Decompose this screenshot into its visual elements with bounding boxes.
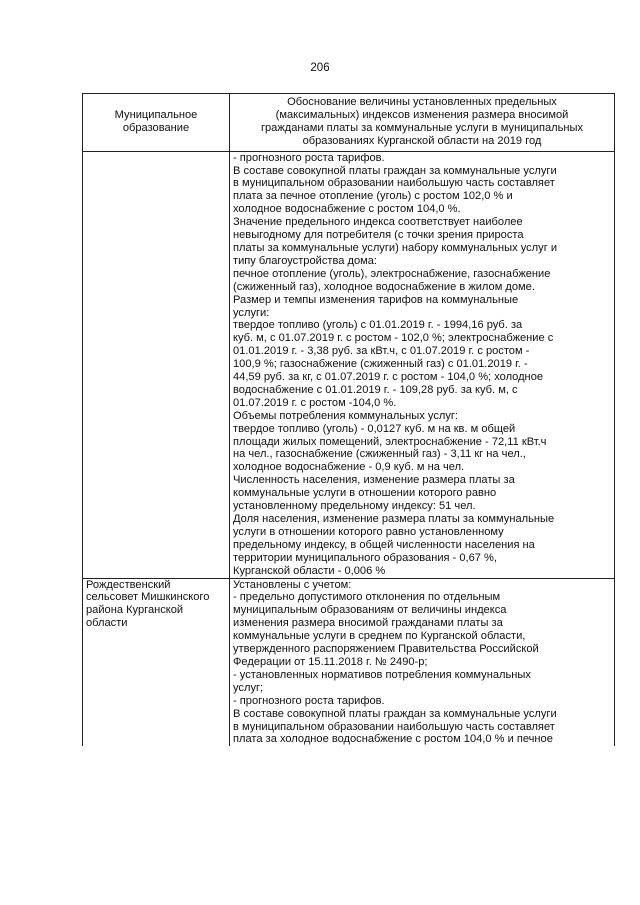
justification-text-line: коммунальные услуги в среднем по Курганской области,	[233, 630, 526, 643]
justification-text-line: - предельно допустимого отклонения по отдельным	[233, 591, 501, 604]
justification-text-line: услуг;	[233, 681, 264, 694]
justification-cell	[230, 578, 615, 746]
justification-text-line: печное отопление (уголь), электроснабжение, газоснабжение	[233, 267, 551, 280]
justification-text-line: изменения размера вносимой гражданами платы за	[233, 617, 503, 630]
justification-text-line: Размер и темпы изменения тарифов на коммунальные	[233, 293, 519, 306]
header-text-line: образованиях Курганской области на 2019 год	[302, 134, 542, 147]
municipality-text-line: сельсовет Мишкинского	[86, 591, 210, 604]
justification-text-line: утвержденного распоряжением Правительства Российской	[233, 643, 539, 656]
justification-text-line: территории муниципального образования - 0,67 %,	[233, 551, 498, 564]
justification-text-line: 100,9 %; газоснабжение (сжиженный газ) с 01.01.2019 г. -	[233, 358, 528, 371]
justification-text-line: услуги в отношении которого равно установленному	[233, 525, 504, 538]
justification-text-line: плата за холодное водоснабжение с ростом 104,0 % и печное	[233, 733, 553, 746]
justification-text-line: плата за печное отопление (уголь) с ростом 102,0 % и	[233, 190, 513, 203]
justification-text-line: 44,59 руб. за кг, с 01.07.2019 г. с ростом - 104,0 %; холодное	[233, 371, 544, 384]
justification-text-line: установленному предельному индексу: 51 чел.	[233, 500, 476, 513]
justification-text-line: твердое топливо (уголь) с 01.01.2019 г. - 1994,16 руб. за	[233, 319, 523, 332]
justification-text-line: услуги:	[233, 306, 270, 319]
justification-text-line: - прогнозного роста тарифов.	[233, 151, 385, 164]
table-row	[83, 578, 615, 746]
justification-text-line: Численность населения, изменение размера платы за	[233, 474, 515, 487]
justification-text-line: Установлены с учетом:	[233, 578, 352, 591]
municipality-text-line: района Курганской	[86, 604, 184, 617]
justification-text-line: на чел., газоснабжение (сжиженный газ) - 3,11 кг на чел.,	[233, 448, 526, 461]
justification-text-line: Значение предельного индекса соответствует наиболее	[233, 216, 523, 229]
table-row	[83, 151, 615, 578]
page-number: 206	[310, 62, 330, 74]
justification-text-line: Федерации от 15.11.2018 г. № 2490-р;	[233, 655, 428, 668]
justification-text-line: площади жилых помещений, электроснабжение - 72,11 кВт.ч	[233, 435, 547, 448]
municipality-text-line: области	[86, 617, 128, 630]
table-header-row	[83, 94, 615, 152]
justification-text-line: в муниципальном образовании наибольшую часть составляет	[233, 720, 555, 733]
justification-cell	[230, 151, 615, 578]
justification-text-line: в муниципальном образовании наибольшую часть составляет	[233, 177, 555, 190]
municipality-cell	[83, 578, 230, 746]
justification-text-line: (сжиженный газ), холодное водоснабжение в жилом доме.	[233, 280, 535, 293]
justification-text-line: - прогнозного роста тарифов.	[233, 694, 385, 707]
justification-text-line: В составе совокупной платы граждан за коммунальные услуги	[233, 164, 557, 177]
municipality-text-line: Рождественский	[86, 578, 171, 591]
justification-text-line: В составе совокупной платы граждан за коммунальные услуги	[233, 707, 557, 720]
header-municipality	[83, 94, 230, 152]
header-text-line: гражданами платы за коммунальные услуги в муниципальных	[260, 121, 584, 134]
justification-text-line: твердое топливо (уголь) - 0,0127 куб. м на кв. м общей	[233, 422, 516, 435]
header-text-line: образование	[122, 121, 190, 134]
justification-text-line: - установленных нормативов потребления коммунальных	[233, 668, 531, 681]
header-text-line: (максимальных) индексов изменения размера вносимой	[275, 108, 569, 121]
justification-text-line: 01.07.2019 г. с ростом -104,0 %.	[233, 396, 397, 409]
header-justification	[230, 94, 615, 152]
municipality-cell	[83, 151, 230, 578]
header-text-line: Обоснование величины установленных предельных	[287, 96, 557, 108]
header-text-line: Муниципальное	[114, 108, 198, 121]
tariff-justification-table	[82, 93, 615, 746]
justification-text-line: 01.01.2019 г. - 3,38 руб. за кВт.ч, с 01.07.2019 г. с ростом -	[233, 345, 530, 358]
justification-text-line: Доля населения, изменение размера платы за коммунальные	[233, 513, 555, 525]
justification-text-line: коммунальные услуги в отношении которого равно	[233, 487, 497, 500]
justification-text-line: муниципальным образованиям от величины индекса	[233, 604, 507, 617]
justification-text-line: водоснабжение с 01.01.2019 г. - 109,28 руб. за куб. м, с	[233, 383, 518, 396]
justification-text-line: Объемы потребления коммунальных услуг:	[233, 409, 459, 422]
justification-text-line: куб. м, с 01.07.2019 г. с ростом - 102,0 %; электроснабжение с	[233, 332, 554, 345]
justification-text-line: предельному индексу, в общей численности населения на	[233, 538, 535, 551]
justification-text-line: платы за коммунальные услуги) набору коммунальных услуг и	[233, 241, 558, 254]
justification-text-line: типу благоустройства дома:	[233, 254, 378, 267]
justification-text-line: Курганской области - 0,006 %	[233, 564, 386, 577]
justification-text-line: невыгодному для потребителя (с точки зрения прироста	[233, 229, 524, 242]
justification-text-line: холодное водоснабжение - 0,9 куб. м на чел.	[233, 461, 465, 474]
justification-text-line: холодное водоснабжение с ростом 104,0 %.	[233, 203, 461, 216]
